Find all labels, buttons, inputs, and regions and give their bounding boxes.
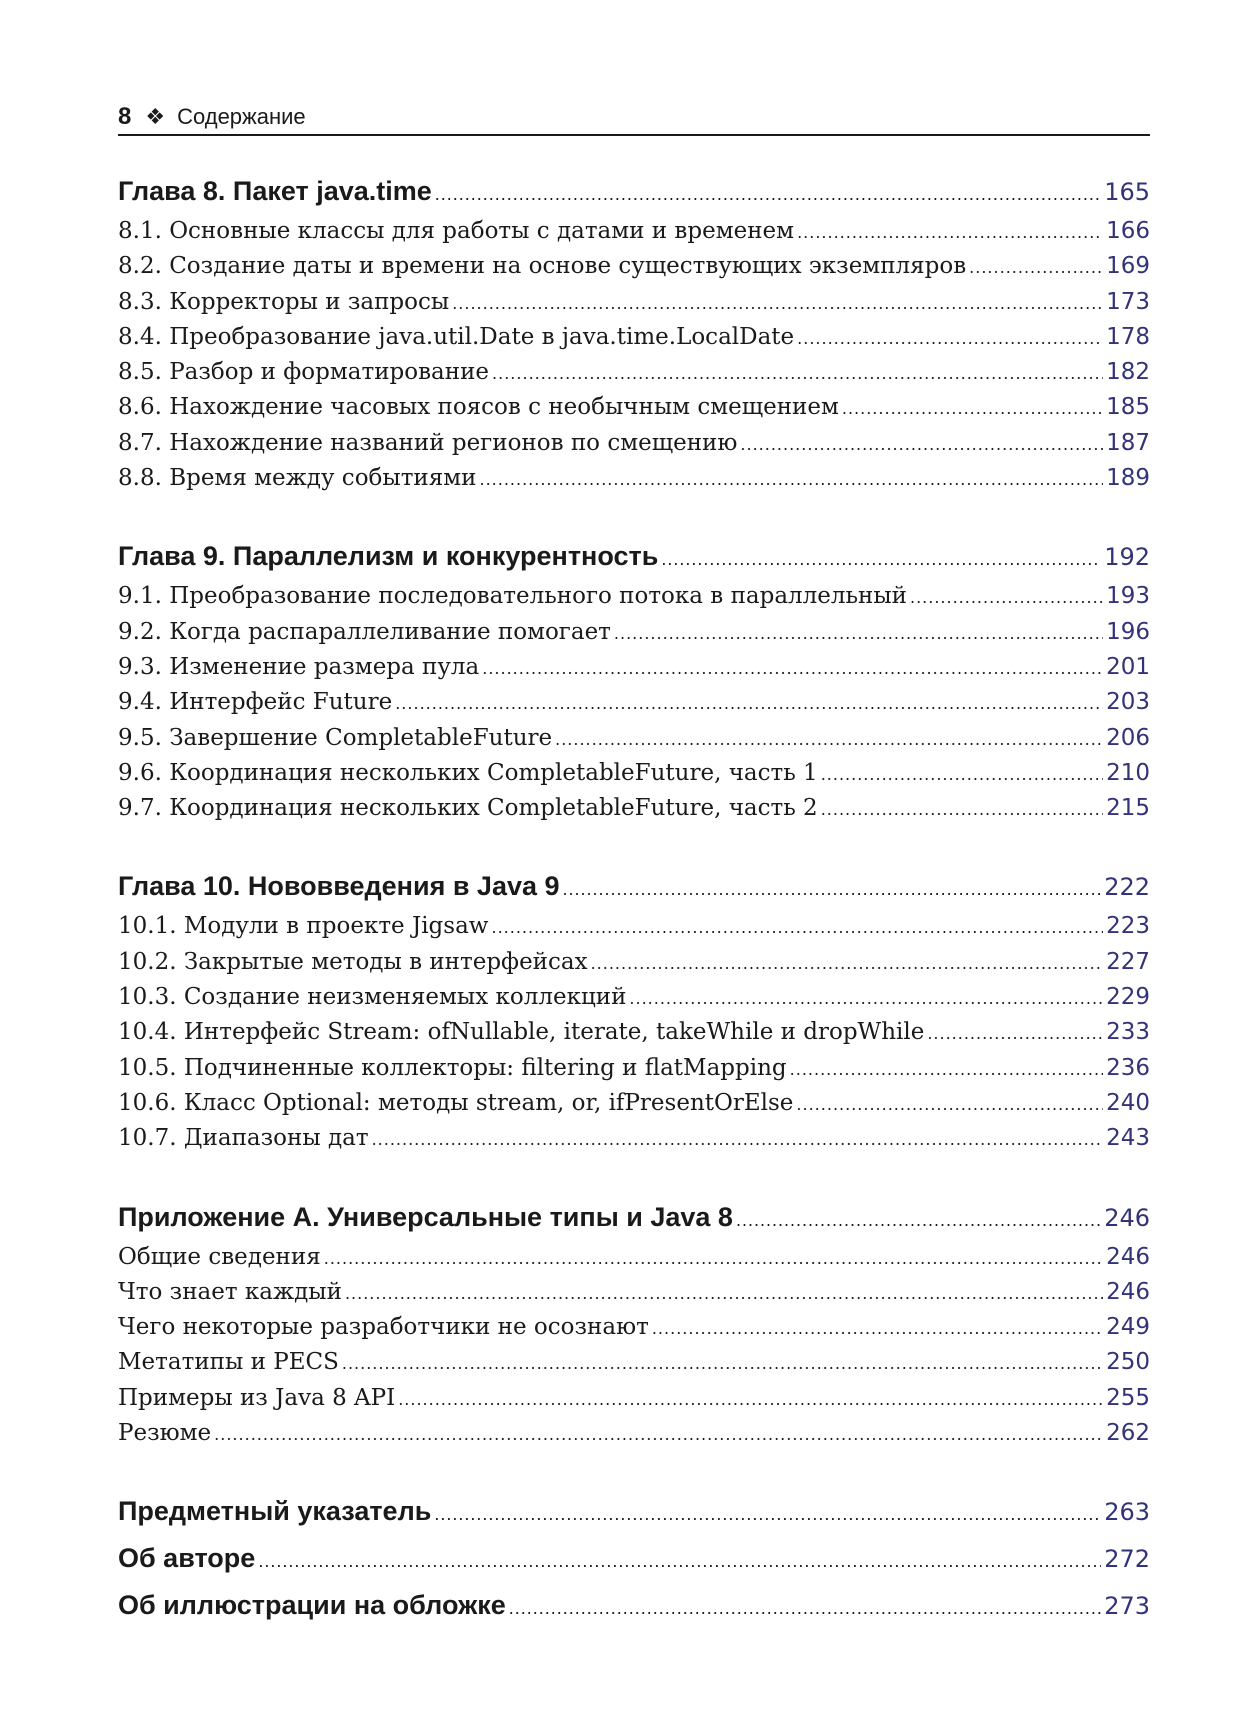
toc-end-matter-page: 263 [1104, 1498, 1150, 1527]
toc-chapter-page: 192 [1104, 543, 1150, 572]
toc-section-page: 223 [1106, 913, 1150, 940]
dot-leader [797, 215, 1103, 249]
toc-section-page: 178 [1106, 323, 1150, 350]
toc-section[interactable] [118, 1381, 1150, 1416]
toc-chapter-page: 165 [1104, 178, 1150, 206]
toc-end-matter-title: Об авторе [118, 1543, 256, 1574]
toc-end-matter-title: Предметный указатель [118, 1496, 432, 1527]
dot-leader [910, 580, 1103, 614]
toc-section[interactable] [118, 909, 1150, 944]
toc-section-title: Резюме [118, 1420, 212, 1447]
chapter-gap [118, 1157, 1150, 1194]
toc-section-page: 243 [1106, 1125, 1150, 1152]
toc-section-page: 166 [1106, 218, 1150, 244]
dot-leader [372, 1122, 1104, 1156]
toc-section-page: 250 [1106, 1349, 1150, 1376]
toc-section-title: 9.5. Завершение CompletableFuture [118, 724, 553, 751]
toc-section[interactable] [118, 1345, 1150, 1380]
toc-section-title: 9.2. Когда распараллеливание помогает [118, 618, 611, 645]
dot-leader [969, 250, 1103, 284]
running-header [118, 96, 1150, 136]
dot-leader [492, 356, 1103, 390]
dot-leader [555, 722, 1103, 756]
toc-section-title: 8.8. Время между событиями [118, 465, 477, 492]
toc-section-page: 249 [1106, 1314, 1150, 1341]
toc-section[interactable] [118, 1416, 1150, 1451]
toc-section-title: 10.4. Интерфейс Stream: ofNullable, iterate, takeWhile и dropWhile [118, 1019, 925, 1046]
chapter-gap [118, 496, 1150, 533]
toc-section-page: 169 [1106, 253, 1150, 280]
toc-section-page: 187 [1106, 429, 1150, 456]
dot-leader [509, 1585, 1101, 1629]
toc-section-title: 10.6. Класс Optional: методы stream, or, ifPresentOrElse [118, 1089, 794, 1116]
dot-leader [324, 1241, 1103, 1275]
dot-leader [652, 1311, 1103, 1345]
dot-leader [452, 286, 1103, 320]
dot-leader [435, 171, 1101, 214]
toc-section-title: 8.2. Создание даты и времени на основе существующих экземпляров [118, 253, 967, 280]
toc-section-page: 246 [1106, 1278, 1150, 1305]
toc-section-page: 215 [1106, 795, 1150, 822]
toc-section[interactable] [118, 721, 1150, 756]
toc-section[interactable] [118, 945, 1150, 980]
dot-leader [821, 792, 1103, 826]
toc-section[interactable] [118, 214, 1150, 249]
ornament-icon: ❖ [145, 104, 166, 129]
toc-chapter[interactable] [118, 863, 1150, 909]
toc-section-page: 210 [1106, 759, 1150, 786]
dot-leader [927, 1016, 1103, 1050]
toc-section-page: 206 [1106, 724, 1150, 751]
dot-leader [398, 1382, 1103, 1416]
toc-section[interactable] [118, 285, 1150, 320]
dot-leader [434, 1491, 1101, 1535]
toc-section-title: Чего некоторые разработчики не осознают [118, 1314, 649, 1341]
dot-leader [479, 462, 1103, 496]
toc-section-title: 9.6. Координация нескольких CompletableFuture, часть 1 [118, 759, 818, 786]
toc-end-matter-page: 272 [1104, 1545, 1150, 1574]
toc-section-title: Метатипы и PECS [118, 1349, 339, 1376]
toc-section-title: 9.1. Преобразование последовательного потока в параллельный [118, 583, 907, 610]
toc-section[interactable] [118, 390, 1150, 425]
toc-section[interactable] [118, 1015, 1150, 1050]
toc-section-title: 8.7. Нахождение названий регионов по смещению [118, 429, 738, 456]
dot-leader [214, 1417, 1103, 1451]
chapter-gap [118, 826, 1150, 863]
toc-section-title: Примеры из Java 8 API [118, 1384, 396, 1411]
dot-leader [345, 1276, 1103, 1310]
dot-leader [614, 616, 1103, 650]
toc-section[interactable] [118, 461, 1150, 496]
toc-end-matter-title: Об иллюстрации на обложке [118, 1590, 506, 1621]
toc-section-page: 173 [1106, 288, 1150, 315]
toc-section-page: 262 [1106, 1420, 1150, 1447]
toc-section-page: 185 [1106, 394, 1150, 421]
toc-section-title: Что знает каждый [118, 1278, 342, 1305]
toc-section-page: 240 [1106, 1089, 1150, 1116]
toc-section-title: 10.7. Диапазоны дат [118, 1125, 369, 1152]
toc-section-title: 9.7. Координация нескольких CompletableFuture, часть 2 [118, 795, 818, 822]
page-number: 8 [118, 103, 132, 130]
dot-leader [661, 536, 1101, 579]
toc-section[interactable] [118, 320, 1150, 355]
toc-section[interactable] [118, 980, 1150, 1015]
toc-section-title: 10.3. Создание неизменяемых коллекций [118, 984, 627, 1011]
toc-end-matter[interactable] [118, 1535, 1150, 1582]
toc-end-matter[interactable] [118, 1488, 1150, 1535]
toc-section-page: 193 [1106, 583, 1150, 610]
toc-section[interactable] [118, 249, 1150, 284]
toc-section[interactable] [118, 1121, 1150, 1156]
toc-section[interactable] [118, 1310, 1150, 1345]
dot-leader [740, 427, 1103, 461]
toc-section-page: 229 [1106, 984, 1150, 1011]
toc-section-title: 8.3. Корректоры и запросы [118, 288, 450, 315]
toc-section[interactable] [118, 791, 1150, 826]
toc-section[interactable] [118, 1086, 1150, 1121]
dot-leader [842, 391, 1103, 425]
toc-section-title: 10.5. Подчиненные коллекторы: filtering и flatMapping [118, 1054, 787, 1081]
toc-section[interactable] [118, 756, 1150, 791]
toc-chapter[interactable] [118, 168, 1150, 214]
toc-section-title: 8.4. Преобразование java.util.Date в java.time.LocalDate [118, 323, 795, 350]
toc-chapter-page: 246 [1104, 1203, 1150, 1232]
toc-section-title: Общие сведения [118, 1243, 321, 1270]
toc-chapter-page: 222 [1104, 873, 1150, 902]
toc-section-title: 8.5. Разбор и форматирование [118, 359, 490, 386]
toc-section-title: 9.3. Изменение размера пула [118, 653, 480, 680]
toc-section[interactable] [118, 1240, 1150, 1275]
dot-leader [736, 1197, 1101, 1240]
toc-chapter-title: Глава 9. Параллелизм и конкурентность [118, 541, 659, 572]
toc-section[interactable] [118, 650, 1150, 685]
dot-leader [790, 1052, 1103, 1086]
toc-section-title: 9.4. Интерфейс Future [118, 689, 393, 716]
toc-section-page: 189 [1106, 465, 1150, 492]
dot-leader [821, 757, 1103, 791]
dot-leader [395, 686, 1103, 720]
dot-leader [796, 1087, 1103, 1121]
toc-section-title: 10.2. Закрытые методы в интерфейсах [118, 948, 588, 975]
dot-leader [258, 1538, 1101, 1582]
toc-section[interactable] [118, 685, 1150, 720]
toc-chapter-title: Приложение А. Универсальные типы и Java 8 [118, 1201, 733, 1232]
toc-end-matter-page: 273 [1104, 1592, 1150, 1621]
toc-section-page: 196 [1106, 618, 1150, 645]
toc-section-page: 182 [1106, 359, 1150, 386]
dot-leader [482, 651, 1103, 685]
dot-leader [629, 981, 1103, 1015]
chapter-gap [118, 1451, 1150, 1488]
toc-section[interactable] [118, 615, 1150, 650]
dot-leader [491, 910, 1103, 944]
toc-chapter-title: Глава 10. Нововведения в Java 9 [118, 871, 560, 902]
toc-section-title: 8.1. Основные классы для работы с датами и временем [118, 218, 795, 244]
toc-section-title: 10.1. Модули в проекте Jigsaw [118, 913, 489, 940]
dot-leader [797, 321, 1103, 355]
toc-chapter-title: Глава 8. Пакет java.time [118, 176, 432, 206]
dot-leader [342, 1346, 1103, 1380]
toc-chapter[interactable] [118, 533, 1150, 579]
toc-section[interactable] [118, 426, 1150, 461]
toc-section-page: 201 [1106, 653, 1150, 680]
toc-section-page: 236 [1106, 1054, 1150, 1081]
toc-section-title: 8.6. Нахождение часовых поясов с необычным смещением [118, 394, 839, 421]
table-of-contents [118, 168, 1150, 1629]
dot-leader [591, 946, 1104, 980]
toc-section-page: 227 [1106, 948, 1150, 975]
toc-chapter[interactable] [118, 1194, 1150, 1240]
toc-section-page: 255 [1106, 1384, 1150, 1411]
toc-end-matter[interactable] [118, 1582, 1150, 1629]
toc-section-page: 203 [1106, 689, 1150, 716]
toc-section[interactable] [118, 1275, 1150, 1310]
toc-section-page: 246 [1106, 1243, 1150, 1270]
toc-section-page: 233 [1106, 1019, 1150, 1046]
toc-section[interactable] [118, 579, 1150, 614]
toc-section[interactable] [118, 355, 1150, 390]
running-header-title: Содержание [177, 104, 306, 129]
toc-section[interactable] [118, 1051, 1150, 1086]
dot-leader [563, 866, 1102, 909]
